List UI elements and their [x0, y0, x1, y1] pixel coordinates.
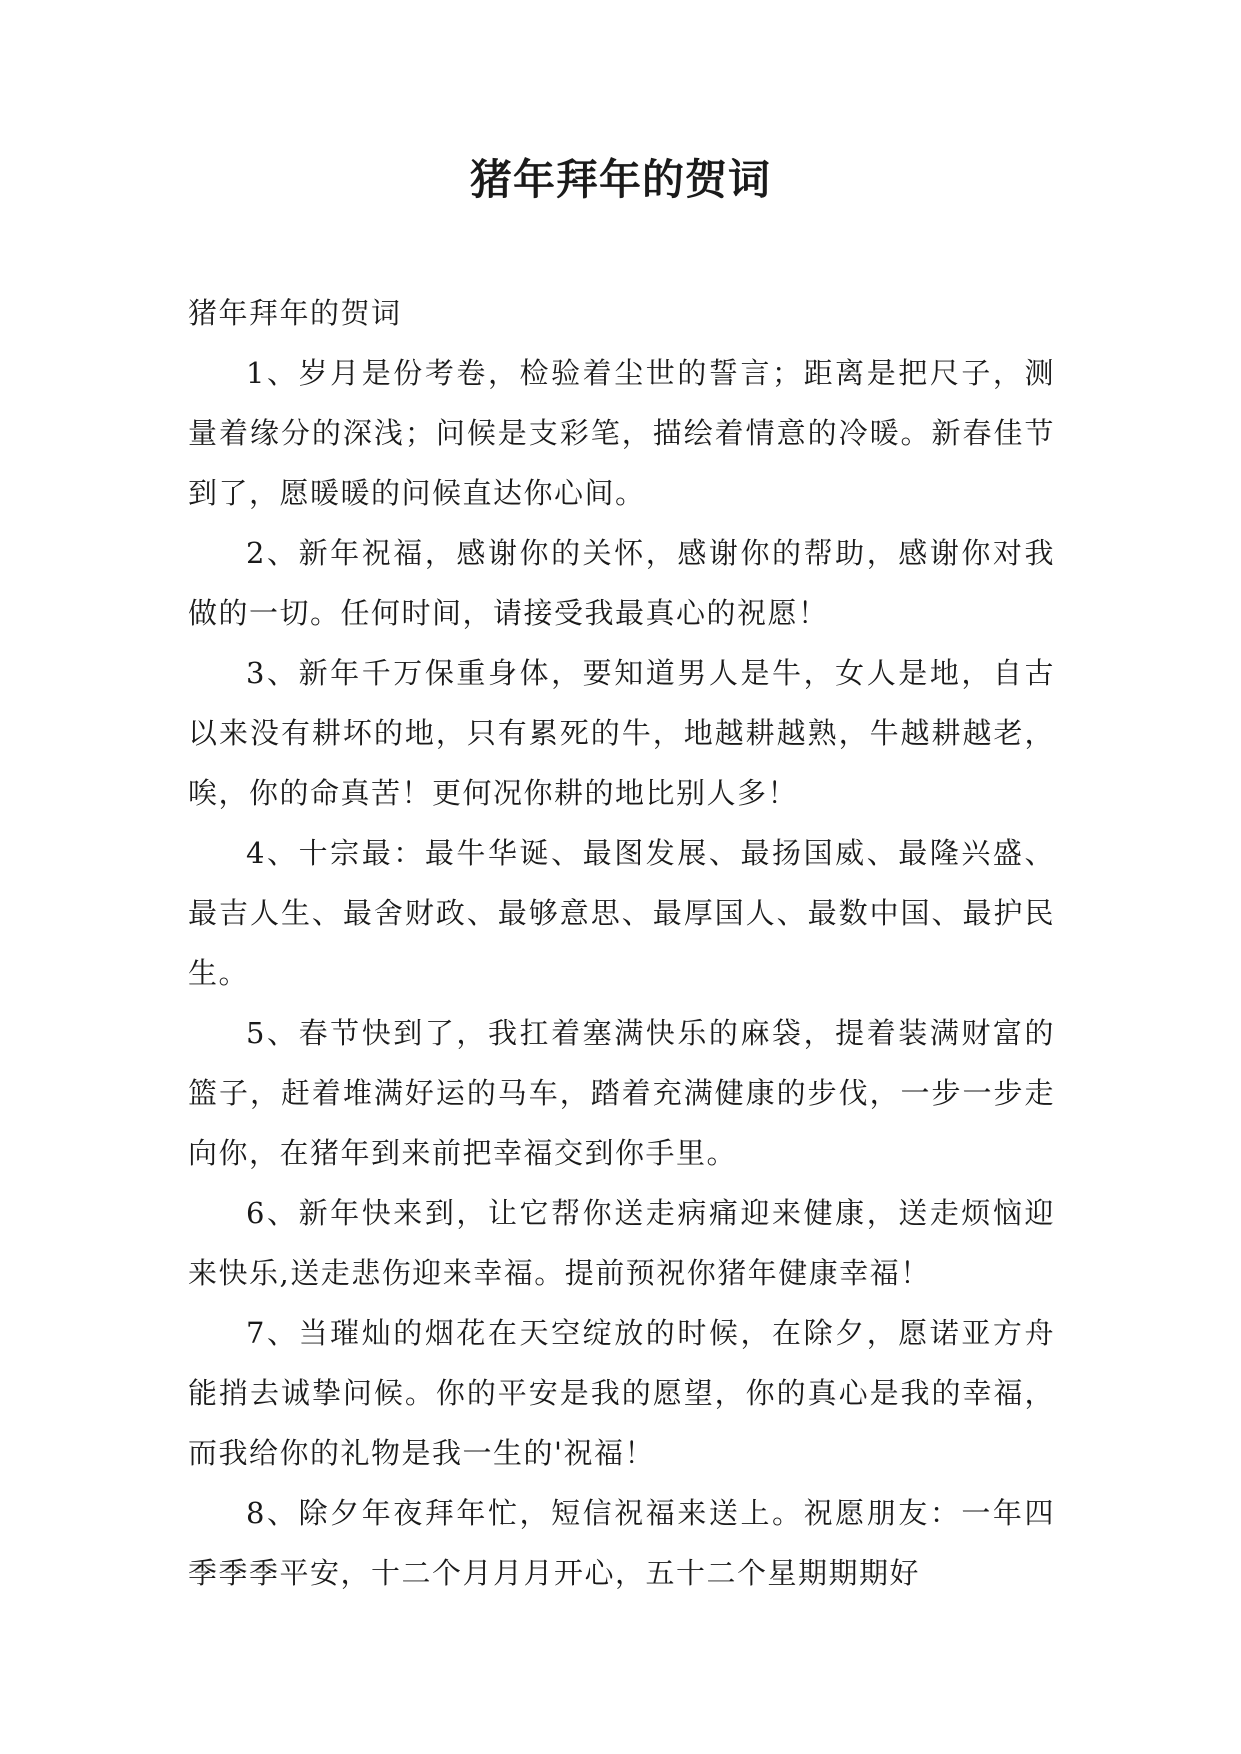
paragraph: 2、新年祝福，感谢你的关怀，感谢你的帮助，感谢你对我做的一切。任何时间，请接受我最真心的祝愿！	[188, 536, 1055, 630]
paragraph: 3、新年千万保重身体，要知道男人是牛，女人是地，自古以来没有耕坏的地，只有累死的牛，地越耕越熟，牛越耕越老，唉，你的命真苦！更何况你耕的地比别人多！	[188, 656, 1055, 810]
document-body	[188, 283, 1055, 1603]
paragraph: 6、新年快来到，让它帮你送走病痛迎来健康，送走烦恼迎来快乐,送走悲伤迎来幸福。提前预祝你猪年健康幸福！	[188, 1196, 1055, 1290]
paragraph: 7、当璀灿的烟花在天空绽放的时候，在除夕，愿诺亚方舟能捎去诚挚问候。你的平安是我的愿望，你的真心是我的幸福，而我给你的礼物是我一生的'祝福！	[188, 1316, 1055, 1470]
paragraph: 4、十宗最：最牛华诞、最图发展、最扬国威、最隆兴盛、最吉人生、最舍财政、最够意思、最厚国人、最数中国、最护民生。	[188, 836, 1055, 990]
document-subtitle: 猪年拜年的贺词	[188, 296, 402, 330]
paragraph: 1、岁月是份考卷，检验着尘世的誓言；距离是把尺子，测量着缘分的深浅；问候是支彩笔，描绘着情意的冷暖。新春佳节到了，愿暖暖的问候直达你心间。	[188, 356, 1055, 510]
paragraph: 5、春节快到了，我扛着塞满快乐的麻袋，提着装满财富的篮子，赶着堆满好运的马车，踏着充满健康的步伐，一步一步走向你，在猪年到来前把幸福交到你手里。	[188, 1016, 1055, 1170]
paragraph: 8、除夕年夜拜年忙，短信祝福来送上。祝愿朋友：一年四季季季平安，十二个月月月开心，五十二个星期期期好	[188, 1496, 1055, 1590]
document-title: 猪年拜年的贺词	[469, 155, 771, 204]
